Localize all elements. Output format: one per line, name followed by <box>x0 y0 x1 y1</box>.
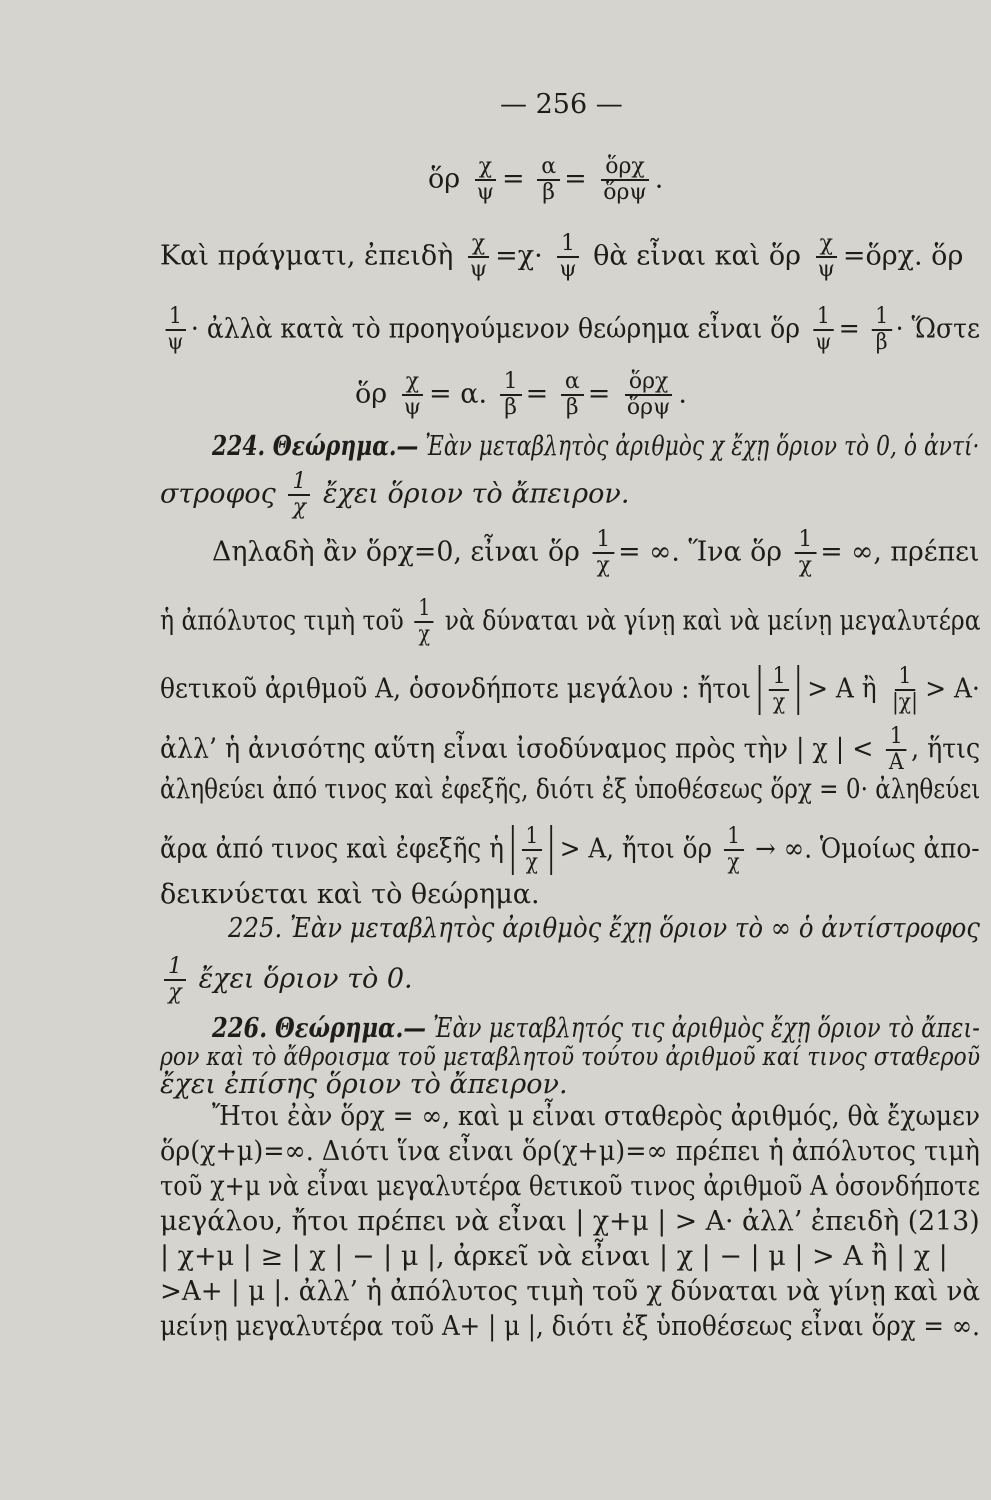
fraction-one-chi: $\frac{1}{\chi}$ <box>288 470 310 520</box>
proof-224-line-1: Δηλαδὴ ἂν ὅρχ=0, εἶναι ὅρ $\frac{1}{\chi}$ = ∞. Ἵνα ὅρ $\frac{1}{\chi}$ = ∞, πρέπει <box>212 527 980 578</box>
fraction-one-psi: $\frac{1}{\psi}$ <box>812 305 835 355</box>
fraction-orchi-orpsi: $\frac{\text{ὅρχ}}{\text{ὅρψ}}$ <box>599 155 650 205</box>
proof-224-line-6: ἄρα ἀπό τινος καὶ ἐφεξῆς ἡ $\frac{1}{\chi}$ > Α, ἤτοι ὅρ $\frac{1}{\chi}$ → ∞. Ὁμοίως ἀπο- <box>160 824 980 875</box>
fraction-one-beta: $\frac{1}{\beta}$ <box>500 370 522 420</box>
fraction-one-chi: $\frac{1}{\chi}$ <box>164 955 186 1005</box>
proof-224-line-2: ἡ ἀπόλυτος τιμὴ τοῦ $\frac{1}{\chi}$ νὰ δύναται νὰ γίνῃ καὶ νὰ μείνῃ μεγαλυτέρα <box>160 596 981 647</box>
fraction-one-chi: $\frac{1}{\chi}$ <box>724 825 744 875</box>
proof-224-line-5: ἀληθεύει ἀπό τινος καὶ ἐφεξῆς, διότι ἐξ ὑποθέσεως ὅρχ = 0· ἀληθεύει <box>160 774 981 805</box>
fraction-one-chi: $\frac{1}{\chi}$ <box>592 528 614 578</box>
proof-226-line-7: μείνῃ μεγαλυτέρα τοῦ Α+ | μ |, διότι ἐξ ὑποθέσεως εἶναι ὅρχ = ∞. <box>160 1311 980 1342</box>
theorem-224-title: 224. Θεώρημα.— Ἐὰν μεταβλητὸς ἀριθμὸς χ ἔχῃ ὅριον τὸ 0, ὁ ἀντί· <box>212 431 980 462</box>
proof-226-line-1: Ἤτοι ἐὰν ὅρχ = ∞, καὶ μ εἶναι σταθερὸς ἀριθμός, θὰ ἔχωμεν <box>212 1101 980 1132</box>
proof-226-line-4: μεγάλου, ἤτοι πρέπει νὰ εἶναι | χ+μ | > Α· ἀλλ’ ἐπειδὴ (213) <box>160 1206 980 1237</box>
fraction-one-beta: $\frac{1}{\beta}$ <box>871 305 891 355</box>
page-number: — 256 — <box>500 89 623 120</box>
fraction-chi-psi: $\frac{\chi}{\psi}$ <box>466 232 491 282</box>
fraction-one-abs-chi: $\frac{1}{|\chi|}$ <box>891 664 918 715</box>
theorem-224-cont: στροφος $\frac{1}{\chi}$ ἔχει ὅριον τὸ ἄπειρον. <box>160 469 630 520</box>
proof-224-line-3: θετικοῦ ἀριθμοῦ Α, ὁσονδήποτε μεγάλου : ἤτοι $\frac{1}{\chi}$ > Α ἢ $\frac{1}{|\chi|}$ > Α· <box>160 664 980 715</box>
absolute-value-one-over-chi: $\frac{1}{\chi}$ <box>512 825 552 875</box>
equation-1: ὅρ $\frac{\chi}{\psi}$ = $\frac{\alpha}{\beta}$ = $\frac{\text{ὅρχ}}{\text{ὅρψ}}$ . <box>428 154 664 205</box>
fraction-one-chi: $\frac{1}{\chi}$ <box>415 597 434 647</box>
proof-226-line-2: ὅρ(χ+μ)=∞. Διότι ἵνα εἶναι ὅρ(χ+μ)=∞ πρέπει ἡ ἀπόλυτος τιμὴ <box>160 1136 980 1167</box>
proof-226-line-3: τοῦ χ+μ νὰ εἶναι μεγαλυτέρα θετικοῦ τινος ἀριθμοῦ Α ὁσονδήποτε <box>160 1171 980 1202</box>
fraction-chi-psi: $\frac{\chi}{\psi}$ <box>814 232 839 282</box>
fraction-chi-psi: $\frac{\chi}{\psi}$ <box>400 370 425 420</box>
proof-224-line-7: δεικνύεται καὶ τὸ θεώρημα. <box>160 879 540 910</box>
theorem-225-title: 225. Ἐὰν μεταβλητὸς ἀριθμὸς ἔχῃ ὅριον τὸ ∞ ὁ ἀντίστροφος <box>228 913 980 944</box>
fraction-alpha-beta: $\frac{\alpha}{\beta}$ <box>561 370 584 420</box>
absolute-value-one-over-chi: $\frac{1}{\chi}$ <box>759 665 800 715</box>
fraction-one-psi: $\frac{1}{\psi}$ <box>164 305 187 355</box>
fraction-orchi-orpsi: $\frac{\text{ὅρχ}}{\text{ὅρψ}}$ <box>623 370 674 420</box>
fraction-one-chi: $\frac{1}{\chi}$ <box>794 528 816 578</box>
proof-226-line-5: | χ+μ | ≥ | χ | − | μ |, ἀρκεῖ νὰ εἶναι | χ | − | μ | > Α ἢ | χ | <box>160 1241 948 1272</box>
fraction-alpha-beta: $\frac{\alpha}{\beta}$ <box>537 155 560 205</box>
proof-226-line-6: >Α+ | μ |. ἀλλ’ ἡ ἀπόλυτος τιμὴ τοῦ χ δύναται νὰ γίνῃ καὶ νὰ <box>160 1276 981 1307</box>
theorem-226-line-3: ἔχει ἐπίσης ὅριον τὸ ἄπειρον. <box>160 1069 568 1100</box>
theorem-226-title: 226. Θεώρημα.— Ἐὰν μεταβλητός τις ἀριθμὸς ἔχῃ ὅριον τὸ ἄπει- <box>212 1013 980 1044</box>
proof-224-line-4: ἀλλ’ ἡ ἀνισότης αὕτη εἶναι ἰσοδύναμος πρὸς τὴν | χ | < $\frac{1}{A}$ , ἥτις <box>160 724 981 775</box>
equation-2: ὅρ $\frac{\chi}{\psi}$ = α. $\frac{1}{\beta}$ = $\frac{\alpha}{\beta}$ = $\frac{\text{ὅρχ}}{\text{ὅρψ}}$ . <box>355 369 687 420</box>
text-line-3: $\frac{1}{\psi}$ · ἀλλὰ κατὰ τὸ προηγούμενον θεώρημα εἶναι ὅρ $\frac{1}{\psi}$ = $\frac{1}{\beta}$ · Ὥστε <box>160 305 980 355</box>
eq1-lead: ὅρ <box>428 163 461 195</box>
text-line-2: Καὶ πράγματι, ἐπειδὴ $\frac{\chi}{\psi}$ =χ· $\frac{1}{\psi}$ θὰ εἶναι καὶ ὅρ $\frac{\chi}{\psi}$ =ὅρχ. ὅρ <box>160 231 964 282</box>
theorem-226-line-2: ρον καὶ τὸ ἄθροισμα τοῦ μεταβλητοῦ τούτου ἀριθμοῦ καί τινος σταθεροῦ <box>160 1042 981 1071</box>
fraction-one-psi: $\frac{1}{\psi}$ <box>555 232 580 282</box>
fraction-one-A: $\frac{1}{A}$ <box>885 725 907 775</box>
fraction-chi-psi: $\frac{\chi}{\psi}$ <box>473 155 498 205</box>
theorem-225-cont: $\frac{1}{\chi}$ ἔχει ὅριον τὸ 0. <box>160 955 413 1005</box>
